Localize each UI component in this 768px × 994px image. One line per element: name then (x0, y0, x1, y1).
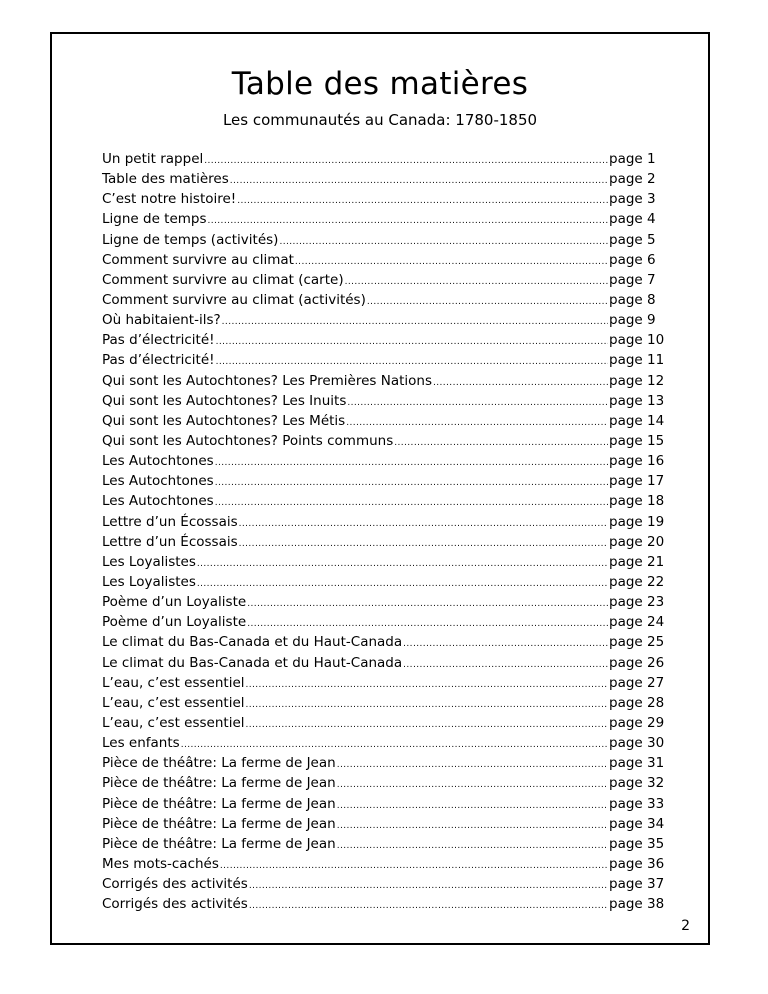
toc-dot-leader (403, 634, 608, 654)
toc-entry (102, 814, 665, 834)
toc-entry-label: L’eau, c’est essentiel (102, 674, 245, 691)
toc-entry-label: Ligne de temps (activités) (102, 231, 279, 248)
toc-entry-label: C’est notre histoire! (102, 191, 237, 208)
toc-entry-page: page 1 (609, 151, 656, 167)
toc-entry-label: Qui sont les Autochtones? Les Premières Nations (102, 372, 432, 389)
toc-dot-leader (246, 715, 608, 735)
toc-entry-page: page 2 (609, 171, 656, 188)
toc-entry-page: page 6 (609, 251, 656, 268)
page-number: 2 (681, 918, 690, 934)
toc-entry (102, 189, 657, 209)
toc-dot-leader (215, 453, 608, 473)
toc-entry-label: Les enfants (102, 735, 180, 752)
toc-entry-label: Les Autochtones (102, 473, 214, 490)
toc-entry-page: page 5 (609, 231, 656, 248)
toc-dot-leader (239, 534, 608, 554)
toc-entry (102, 209, 657, 229)
toc-entry-page: page 29 (609, 714, 665, 731)
toc-entry-label: Le climat du Bas-Canada et du Haut-Canada (102, 654, 403, 671)
toc-entry (102, 733, 665, 753)
toc-dot-leader (279, 232, 608, 252)
toc-entry-page: page 36 (609, 855, 665, 872)
toc-entry-page: page 16 (609, 453, 665, 470)
toc-entry-label: Pièce de théâtre: La ferme de Jean (102, 815, 336, 832)
toc-dot-leader (215, 473, 608, 493)
toc-entry-page: page 15 (609, 432, 665, 449)
table-of-contents (102, 149, 665, 914)
toc-entry-label: Lettre d’un Écossais (102, 513, 238, 530)
toc-dot-leader (337, 755, 608, 775)
toc-entry-label: L’eau, c’est essentiel (102, 694, 245, 711)
toc-dot-leader (433, 373, 608, 393)
toc-entry-page: page 13 (609, 392, 665, 409)
toc-entry-label: Les Autochtones (102, 493, 214, 510)
toc-entry-page: page 14 (609, 412, 665, 429)
toc-entry-page: page 33 (609, 795, 665, 812)
toc-dot-leader (337, 775, 608, 795)
toc-entry-label: Corrigés des activités (102, 896, 248, 913)
toc-entry-label: Les Loyalistes (102, 553, 196, 570)
toc-entry (102, 794, 665, 814)
toc-entry (102, 632, 665, 652)
toc-entry (102, 854, 665, 874)
toc-entry-page: page 28 (609, 694, 665, 711)
toc-dot-leader (216, 332, 608, 352)
toc-dot-leader (220, 856, 608, 876)
toc-entry (102, 894, 665, 914)
toc-entry (102, 834, 665, 854)
toc-entry-label: Les Autochtones (102, 453, 214, 470)
toc-dot-leader (249, 896, 608, 916)
toc-entry-label: Pièce de théâtre: La ferme de Jean (102, 755, 336, 772)
toc-entry (102, 532, 665, 552)
toc-dot-leader (230, 171, 608, 191)
toc-dot-leader (249, 876, 608, 896)
toc-entry-label: Les Loyalistes (102, 573, 196, 590)
toc-entry (102, 411, 665, 431)
toc-entry-label: Comment survivre au climat (102, 251, 294, 268)
toc-entry (102, 592, 665, 612)
toc-dot-leader (215, 493, 608, 513)
toc-entry (102, 330, 665, 350)
toc-entry (102, 512, 665, 532)
toc-entry-page: page 32 (609, 775, 665, 792)
toc-entry-page: page 3 (609, 191, 656, 208)
toc-entry (102, 653, 665, 673)
toc-entry-label: Corrigés des activités (102, 876, 248, 893)
toc-entry-label: Pas d’électricité! (102, 352, 215, 369)
toc-entry-page: page 21 (609, 553, 665, 570)
toc-entry-page: page 27 (609, 674, 665, 691)
toc-entry-page: page 34 (609, 815, 665, 832)
toc-dot-leader (222, 312, 608, 332)
toc-entry-page: page 9 (609, 312, 656, 329)
toc-entry-label: L’eau, c’est essentiel (102, 714, 245, 731)
toc-dot-leader (337, 836, 608, 856)
toc-entry-label: Le climat du Bas-Canada et du Haut-Canada (102, 634, 403, 651)
toc-entry-label: Lettre d’un Écossais (102, 533, 238, 550)
toc-entry (102, 149, 657, 169)
toc-dot-leader (197, 554, 608, 574)
toc-entry (102, 250, 657, 270)
toc-entry (102, 350, 665, 370)
toc-entry-page: page 30 (609, 735, 665, 752)
toc-entry-page: page 17 (609, 473, 665, 490)
toc-dot-leader (246, 695, 608, 715)
toc-entry (102, 371, 665, 391)
toc-entry-page: page 10 (609, 332, 665, 349)
toc-entry-label: Qui sont les Autochtones? Les Métis (102, 412, 346, 429)
toc-entry-page: page 25 (609, 634, 665, 651)
toc-dot-leader (403, 655, 608, 675)
toc-entry (102, 310, 657, 330)
toc-entry (102, 874, 665, 894)
toc-entry (102, 391, 665, 411)
toc-entry-label: Qui sont les Autochtones? Les Inuits (102, 392, 347, 409)
toc-dot-leader (208, 211, 608, 231)
toc-entry (102, 431, 665, 451)
toc-dot-leader (237, 191, 608, 211)
toc-entry (102, 572, 665, 592)
toc-dot-leader (337, 796, 608, 816)
toc-entry-label: Ligne de temps (102, 211, 207, 228)
page-frame (50, 32, 710, 945)
toc-entry (102, 451, 665, 471)
toc-entry-label: Comment survivre au climat (activités) (102, 291, 366, 308)
toc-entry (102, 290, 657, 310)
toc-entry-page: page 11 (609, 352, 665, 369)
toc-dot-leader (197, 574, 608, 594)
toc-entry-page: page 38 (609, 896, 665, 913)
toc-entry-label: Table des matières (102, 171, 229, 188)
toc-entry-page: page 26 (609, 654, 665, 671)
toc-dot-leader (247, 614, 608, 634)
toc-entry (102, 693, 665, 713)
toc-entry (102, 230, 657, 250)
toc-entry (102, 169, 657, 189)
toc-dot-leader (204, 151, 608, 171)
toc-entry-label: Pas d’électricité! (102, 332, 215, 349)
toc-dot-leader (347, 393, 608, 413)
toc-entry-page: page 23 (609, 594, 665, 611)
toc-dot-leader (367, 292, 608, 312)
toc-entry-label: Où habitaient-ils? (102, 312, 221, 329)
toc-entry-page: page 22 (609, 573, 665, 590)
toc-dot-leader (337, 816, 608, 836)
toc-entry-page: page 37 (609, 876, 665, 893)
toc-dot-leader (239, 514, 608, 534)
toc-entry-label: Comment survivre au climat (carte) (102, 271, 344, 288)
toc-entry-label: Pièce de théâtre: La ferme de Jean (102, 835, 336, 852)
toc-entry-label: Pièce de théâtre: La ferme de Jean (102, 775, 336, 792)
toc-entry-page: page 20 (609, 533, 665, 550)
toc-entry (102, 612, 665, 632)
toc-dot-leader (181, 735, 608, 755)
toc-entry-page: page 18 (609, 493, 665, 510)
toc-dot-leader (246, 675, 608, 695)
toc-entry (102, 713, 665, 733)
toc-dot-leader (247, 594, 608, 614)
toc-entry (102, 773, 665, 793)
toc-entry (102, 753, 665, 773)
page-subtitle: Les communautés au Canada: 1780-1850 (222, 111, 538, 129)
toc-dot-leader (216, 352, 608, 372)
toc-entry-page: page 24 (609, 614, 665, 631)
toc-entry-page: page 31 (609, 755, 665, 772)
toc-entry-page: page 7 (609, 271, 656, 288)
toc-entry-page: page 19 (609, 513, 665, 530)
toc-dot-leader (295, 252, 608, 272)
toc-entry-page: page 8 (609, 291, 656, 308)
toc-entry (102, 552, 665, 572)
toc-entry (102, 491, 665, 511)
toc-entry-label: Un petit rappel (102, 151, 204, 167)
toc-entry-label: Poème d’un Loyaliste (102, 594, 247, 611)
page-title: Table des matières (231, 66, 529, 102)
toc-entry-page: page 35 (609, 835, 665, 852)
toc-dot-leader (394, 433, 608, 453)
toc-entry-label: Pièce de théâtre: La ferme de Jean (102, 795, 336, 812)
toc-entry (102, 270, 657, 290)
toc-entry (102, 673, 665, 693)
toc-entry-page: page 12 (609, 372, 665, 389)
toc-entry-label: Mes mots-cachés (102, 855, 219, 872)
toc-dot-leader (345, 272, 608, 292)
toc-dot-leader (346, 413, 608, 433)
toc-entry-label: Poème d’un Loyaliste (102, 614, 247, 631)
toc-entry-label: Qui sont les Autochtones? Points communs (102, 432, 394, 449)
toc-entry (102, 471, 665, 491)
toc-entry-page: page 4 (609, 211, 656, 228)
